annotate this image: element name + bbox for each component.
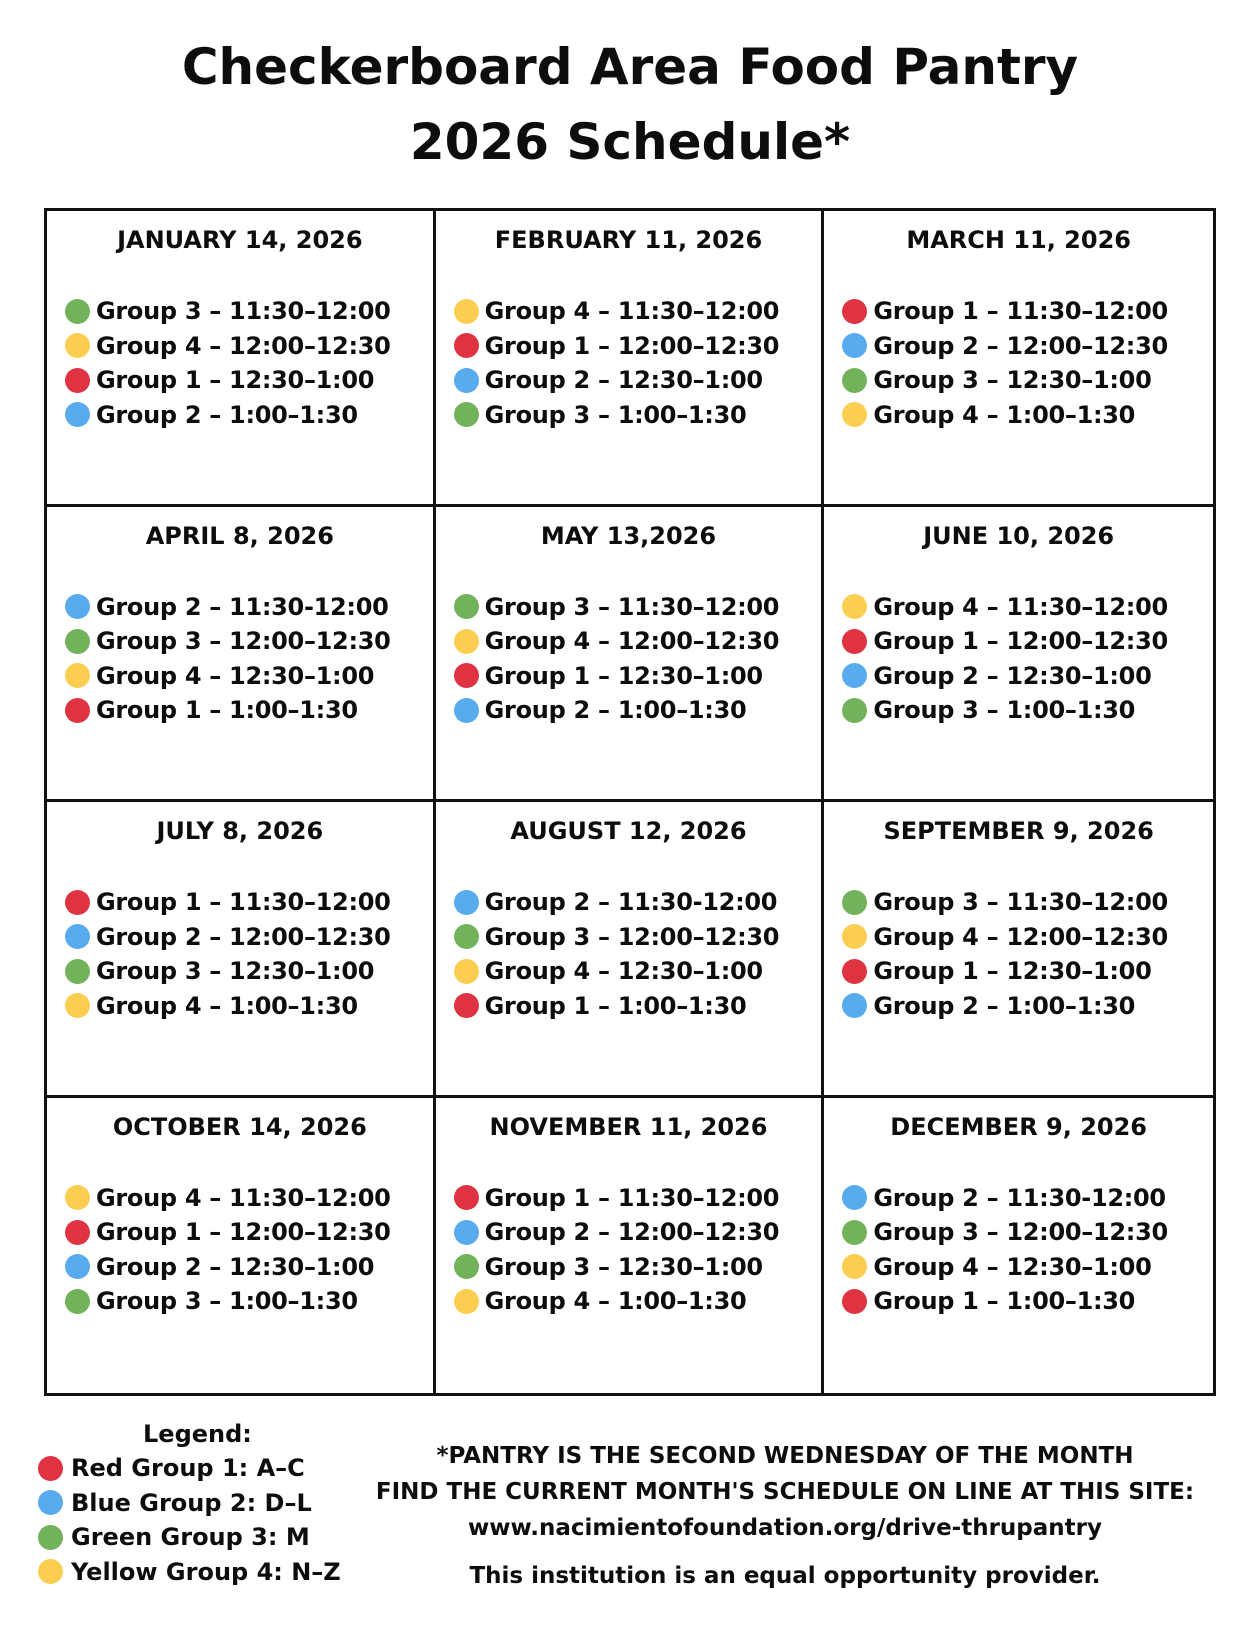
group-time-text: Group 2 – 12:30–1:00 — [484, 366, 763, 395]
group-time-entry — [454, 294, 818, 329]
group-time-entry — [842, 1250, 1209, 1285]
group-time-entry — [454, 590, 818, 625]
group-time-entry — [65, 624, 429, 659]
group-time-entry — [65, 989, 429, 1024]
group-time-text: Group 4 – 1:00–1:30 — [96, 991, 358, 1020]
green-dot-icon — [65, 1289, 90, 1314]
page-subtitle: 2026 Schedule* — [409, 113, 851, 171]
legend-item — [38, 1451, 358, 1486]
group-time-entry — [842, 590, 1209, 625]
group-time-text: Group 3 – 12:00–12:30 — [96, 627, 391, 656]
group-time-entry — [454, 624, 818, 659]
group-time-text: Group 1 – 12:30–1:00 — [96, 366, 375, 395]
month-cell — [47, 211, 436, 507]
green-dot-icon — [38, 1525, 63, 1550]
group-time-entry — [842, 329, 1209, 364]
group-time-text: Group 4 – 12:00–12:30 — [873, 922, 1168, 951]
yellow-dot-icon — [454, 959, 479, 984]
green-dot-icon — [454, 1254, 479, 1279]
group-time-list — [65, 1181, 429, 1319]
group-time-list — [454, 294, 818, 432]
month-cell — [436, 802, 825, 1098]
group-time-text: Group 3 – 11:30–12:00 — [873, 888, 1168, 917]
green-dot-icon — [454, 402, 479, 427]
group-time-text: Group 2 – 11:30-12:00 — [484, 888, 778, 917]
group-time-text: Group 4 – 12:30–1:00 — [873, 1252, 1152, 1281]
legend-item — [38, 1520, 358, 1555]
group-time-entry — [842, 954, 1209, 989]
group-time-text: Group 2 – 12:00–12:30 — [484, 1218, 780, 1247]
blue-dot-icon — [842, 1185, 867, 1210]
month-date: FEBRUARY 11, 2026 — [494, 226, 763, 254]
red-dot-icon — [842, 959, 867, 984]
blue-dot-icon — [65, 402, 90, 427]
group-time-text: Group 4 – 12:30–1:00 — [96, 661, 375, 690]
group-time-text: Group 2 – 12:00–12:30 — [96, 922, 391, 951]
group-time-text: Group 4 – 12:30–1:00 — [484, 957, 763, 986]
group-time-entry — [454, 659, 818, 694]
group-time-text: Group 2 – 12:30–1:00 — [96, 1252, 375, 1281]
month-date: NOVEMBER 11, 2026 — [489, 1112, 768, 1141]
group-time-text: Group 2 – 11:30-12:00 — [873, 1183, 1166, 1212]
group-time-entry — [454, 363, 818, 398]
red-dot-icon — [454, 1185, 479, 1210]
red-dot-icon — [454, 663, 479, 688]
group-time-entry — [842, 1215, 1209, 1250]
group-time-entry — [842, 989, 1209, 1024]
green-dot-icon — [454, 594, 479, 619]
green-dot-icon — [65, 629, 90, 654]
group-time-entry — [65, 885, 429, 920]
group-time-entry — [65, 954, 429, 989]
group-time-entry — [65, 329, 429, 364]
group-time-entry — [842, 294, 1209, 329]
group-time-text: Group 4 – 11:30–12:00 — [96, 1183, 391, 1212]
group-time-entry — [454, 989, 818, 1024]
yellow-dot-icon — [65, 993, 90, 1018]
month-cell — [824, 1098, 1213, 1394]
group-time-list — [454, 590, 818, 728]
group-time-entry — [65, 693, 429, 728]
group-time-text: Group 3 – 11:30–12:00 — [484, 592, 780, 621]
group-time-entry — [842, 885, 1209, 920]
month-cell — [824, 211, 1213, 507]
yellow-dot-icon — [65, 333, 90, 358]
group-time-text: Group 1 – 1:00–1:30 — [96, 696, 358, 725]
group-time-text: Group 1 – 11:30–12:00 — [484, 1183, 780, 1212]
red-dot-icon — [842, 299, 867, 324]
month-date: APRIL 8, 2026 — [145, 521, 334, 550]
group-time-text: Group 2 – 1:00–1:30 — [96, 400, 358, 429]
group-time-entry — [842, 659, 1209, 694]
blue-dot-icon — [454, 1220, 479, 1245]
blue-dot-icon — [454, 368, 479, 393]
legend-title: Legend: — [143, 1420, 252, 1448]
group-time-text: Group 3 – 12:30–1:00 — [484, 1252, 763, 1281]
green-dot-icon — [842, 1220, 867, 1245]
legend-item — [38, 1486, 358, 1521]
group-time-entry — [65, 1215, 429, 1250]
page-title: Checkerboard Area Food Pantry — [181, 38, 1079, 96]
yellow-dot-icon — [65, 1185, 90, 1210]
group-time-entry — [842, 398, 1209, 433]
month-date: MAY 13,2026 — [540, 521, 717, 550]
group-time-text: Group 3 – 12:00–12:30 — [484, 922, 780, 951]
red-dot-icon — [454, 993, 479, 1018]
legend-item — [38, 1555, 358, 1590]
group-time-text: Group 3 – 1:00–1:30 — [96, 1287, 358, 1316]
group-time-text: Group 1 – 12:00–12:30 — [96, 1218, 391, 1247]
note-find-schedule: FIND THE CURRENT MONTH'S SCHEDULE ON LINE AT THIS SITE: — [375, 1479, 1195, 1505]
group-time-text: Group 1 – 11:30–12:00 — [96, 888, 391, 917]
yellow-dot-icon — [842, 594, 867, 619]
group-time-text: Group 3 – 12:30–1:00 — [96, 957, 375, 986]
blue-dot-icon — [65, 594, 90, 619]
group-time-text: Group 2 – 1:00–1:30 — [873, 991, 1136, 1020]
group-time-text: Group 1 – 12:30–1:00 — [873, 957, 1152, 986]
yellow-dot-icon — [842, 924, 867, 949]
group-time-entry — [842, 1181, 1209, 1216]
group-time-entry — [65, 398, 429, 433]
group-time-text: Group 1 – 11:30–12:00 — [873, 297, 1168, 326]
group-time-entry — [454, 885, 818, 920]
month-date: DECEMBER 9, 2026 — [890, 1112, 1147, 1141]
yellow-dot-icon — [454, 299, 479, 324]
yellow-dot-icon — [65, 663, 90, 688]
group-time-entry — [454, 1215, 818, 1250]
group-time-list — [454, 1181, 818, 1319]
group-time-text: Group 2 – 1:00–1:30 — [484, 696, 747, 725]
group-time-entry — [454, 329, 818, 364]
group-time-entry — [454, 398, 818, 433]
legend-label: Green Group 3: M — [71, 1523, 310, 1552]
month-date: JUNE 10, 2026 — [923, 521, 1115, 550]
group-time-entry — [65, 294, 429, 329]
group-time-list — [65, 885, 429, 1023]
month-date: MARCH 11, 2026 — [906, 226, 1131, 254]
group-time-text: Group 3 – 1:00–1:30 — [484, 400, 747, 429]
red-dot-icon — [38, 1456, 63, 1481]
group-time-list — [842, 590, 1209, 728]
group-time-text: Group 1 – 1:00–1:30 — [873, 1287, 1136, 1316]
legend — [38, 1417, 358, 1589]
group-time-text: Group 4 – 1:00–1:30 — [484, 1287, 747, 1316]
red-dot-icon — [65, 368, 90, 393]
group-time-list — [65, 590, 429, 728]
blue-dot-icon — [38, 1490, 63, 1515]
red-dot-icon — [65, 1220, 90, 1245]
green-dot-icon — [65, 959, 90, 984]
group-time-list — [842, 1181, 1209, 1319]
group-time-entry — [842, 1284, 1209, 1319]
month-cell — [436, 211, 825, 507]
group-time-entry — [65, 659, 429, 694]
group-time-entry — [454, 693, 818, 728]
group-time-entry — [65, 1284, 429, 1319]
blue-dot-icon — [842, 993, 867, 1018]
group-time-list — [454, 885, 818, 1023]
group-time-text: Group 2 – 11:30-12:00 — [96, 592, 389, 621]
group-time-text: Group 2 – 12:30–1:00 — [873, 661, 1152, 690]
group-time-text: Group 2 – 12:00–12:30 — [873, 331, 1168, 360]
month-cell — [47, 1098, 436, 1394]
group-time-text: Group 3 – 12:00–12:30 — [873, 1218, 1168, 1247]
group-time-text: Group 3 – 12:30–1:00 — [873, 366, 1152, 395]
month-date: SEPTEMBER 9, 2026 — [883, 817, 1154, 845]
month-date: JULY 8, 2026 — [156, 817, 324, 845]
group-time-entry — [454, 954, 818, 989]
group-time-entry — [65, 920, 429, 955]
group-time-text: Group 3 – 1:00–1:30 — [873, 696, 1136, 725]
green-dot-icon — [842, 698, 867, 723]
red-dot-icon — [65, 890, 90, 915]
footer-notes — [355, 1438, 1215, 1594]
blue-dot-icon — [454, 698, 479, 723]
green-dot-icon — [454, 924, 479, 949]
blue-dot-icon — [842, 333, 867, 358]
group-time-entry — [454, 1250, 818, 1285]
group-time-entry — [842, 693, 1209, 728]
group-time-text: Group 4 – 12:00–12:30 — [484, 627, 780, 656]
group-time-entry — [842, 920, 1209, 955]
month-date: JANUARY 14, 2026 — [117, 226, 363, 254]
group-time-list — [842, 294, 1209, 432]
month-date: AUGUST 12, 2026 — [510, 817, 747, 845]
red-dot-icon — [842, 629, 867, 654]
group-time-text: Group 3 – 11:30–12:00 — [96, 297, 391, 326]
red-dot-icon — [65, 698, 90, 723]
month-date: OCTOBER 14, 2026 — [112, 1112, 367, 1141]
note-second-wednesday: *PANTRY IS THE SECOND WEDNESDAY OF THE MONTH — [436, 1443, 1134, 1469]
month-cell — [47, 507, 436, 803]
green-dot-icon — [842, 368, 867, 393]
month-cell — [436, 1098, 825, 1394]
yellow-dot-icon — [842, 1254, 867, 1279]
green-dot-icon — [842, 890, 867, 915]
group-time-text: Group 4 – 12:00–12:30 — [96, 331, 391, 360]
website-url: www.nacimientofoundation.org/drive-thrupantry — [468, 1515, 1102, 1541]
yellow-dot-icon — [38, 1559, 63, 1584]
blue-dot-icon — [65, 924, 90, 949]
yellow-dot-icon — [454, 1289, 479, 1314]
group-time-entry — [842, 363, 1209, 398]
group-time-text: Group 1 – 12:30–1:00 — [484, 661, 763, 690]
group-time-entry — [65, 1250, 429, 1285]
month-cell — [824, 802, 1213, 1098]
group-time-list — [842, 885, 1209, 1023]
month-cell — [824, 507, 1213, 803]
blue-dot-icon — [65, 1254, 90, 1279]
group-time-entry — [842, 624, 1209, 659]
green-dot-icon — [65, 299, 90, 324]
group-time-text: Group 1 – 12:00–12:30 — [873, 627, 1168, 656]
schedule-grid — [44, 208, 1216, 1396]
group-time-text: Group 1 – 1:00–1:30 — [484, 991, 747, 1020]
yellow-dot-icon — [842, 402, 867, 427]
legend-label: Blue Group 2: D–L — [71, 1488, 312, 1517]
yellow-dot-icon — [454, 629, 479, 654]
group-time-text: Group 4 – 1:00–1:30 — [873, 400, 1136, 429]
group-time-entry — [454, 1181, 818, 1216]
month-cell — [47, 802, 436, 1098]
group-time-text: Group 4 – 11:30–12:00 — [873, 592, 1168, 621]
group-time-text: Group 1 – 12:00–12:30 — [484, 331, 780, 360]
group-time-entry — [454, 1284, 818, 1319]
group-time-text: Group 4 – 11:30–12:00 — [484, 297, 780, 326]
red-dot-icon — [454, 333, 479, 358]
group-time-entry — [65, 363, 429, 398]
group-time-entry — [65, 1181, 429, 1216]
month-cell — [436, 507, 825, 803]
group-time-entry — [454, 920, 818, 955]
red-dot-icon — [842, 1289, 867, 1314]
group-time-list — [65, 294, 429, 432]
blue-dot-icon — [842, 663, 867, 688]
legend-label: Red Group 1: A–C — [71, 1454, 305, 1483]
group-time-entry — [65, 590, 429, 625]
legend-label: Yellow Group 4: N–Z — [71, 1557, 341, 1586]
equal-opportunity-statement: This institution is an equal opportunity provider. — [469, 1563, 1101, 1589]
blue-dot-icon — [454, 890, 479, 915]
